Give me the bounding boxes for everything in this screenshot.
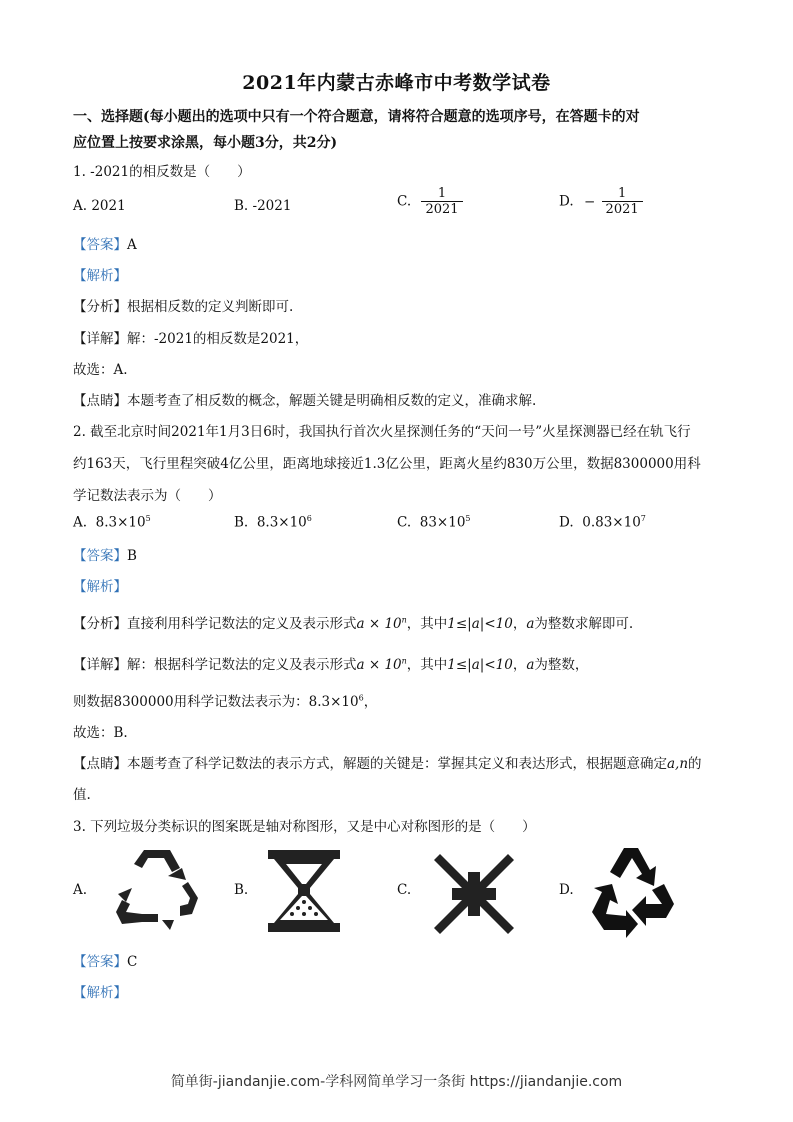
q2-analysis (73, 575, 127, 595)
fenxi-text: 根据相反数的定义判断即可. (127, 299, 294, 315)
section-heading-line2: 应位置上按要求涂黑，每小题3分，共2分) (73, 135, 338, 151)
formula: a × 10 (356, 657, 402, 673)
fenxi-tag: 【分析】 (73, 299, 127, 315)
result-base: 8.3×10 (308, 694, 359, 710)
option-base: 8.3×10 (95, 514, 146, 531)
option-label: C. (397, 514, 412, 531)
q1-option-d (559, 186, 643, 217)
variable: a (526, 657, 535, 673)
option-exponent: 6 (306, 514, 312, 523)
q1-answer (73, 233, 137, 253)
q1-option-a: A. 2021 (73, 198, 126, 214)
answer-value: A (127, 237, 137, 253)
option-exponent: 5 (145, 514, 151, 523)
q2-option-a (73, 514, 151, 531)
recycle-triangle-arrows-icon (108, 846, 204, 934)
dianjing-tag: 【点睛】 (73, 393, 127, 409)
q3-option-c-label: C. (397, 882, 412, 898)
q1-option-d-fraction (602, 186, 643, 217)
analysis-tag: 【解析】 (73, 579, 127, 595)
variables: a,n (667, 756, 689, 772)
analysis-tag: 【解析】 (73, 985, 127, 1001)
q1-stem: 1. -2021的相反数是（ ） (73, 164, 251, 180)
xiangjie-tag: 【详解】 (73, 331, 127, 347)
q2-answer (73, 544, 137, 564)
dianjing-text: 本题考查了相反数的概念，解题关键是明确相反数的定义，准确求解. (127, 393, 537, 409)
formula-exponent: n (401, 615, 407, 625)
q3-option-d-label: D. (559, 882, 574, 898)
xiangjie-text: 为整数， (534, 657, 589, 673)
q2-fenxi (73, 612, 633, 632)
option-exponent: 7 (640, 514, 646, 523)
q2-stem-line1: 2. 截至北京时间2021年1月3日6时，我国执行首次火星探测任务的“天问一号”火星探测器已经在轨飞行 (73, 424, 691, 440)
q1-guxuan: 故选：A. (73, 362, 128, 378)
dianjing-text: 的 (688, 756, 702, 772)
answer-tag: 【答案】 (73, 548, 127, 564)
result-text: ， (363, 694, 378, 710)
option-label: D. (559, 514, 574, 531)
answer-tag: 【答案】 (73, 954, 127, 970)
variable: a (526, 616, 535, 632)
q1-option-b: B. -2021 (234, 198, 292, 214)
q1-option-c-label: C. (397, 193, 412, 210)
option-exponent: 5 (465, 514, 471, 523)
analysis-tag: 【解析】 (73, 268, 127, 284)
minus-sign: − (583, 193, 596, 210)
xiangjie-text: 解：-2021的相反数是2021， (127, 331, 309, 347)
q3-answer (73, 950, 137, 970)
answer-value: B (127, 548, 137, 564)
fenxi-text: ，其中 (406, 616, 448, 632)
q2-guxuan: 故选：B. (73, 725, 128, 741)
q1-analysis (73, 264, 127, 284)
q3-option-b-label: B. (234, 882, 249, 898)
q2-xiangjie (73, 653, 588, 673)
xiangjie-text: ， (512, 657, 527, 673)
recycle-triangle-bold-icon (590, 846, 676, 940)
q2-dianjing (73, 752, 702, 772)
page-title: 2021年内蒙古赤峰市中考数学试卷 (242, 72, 551, 94)
q2-option-b (234, 514, 312, 531)
result-exponent: 6 (358, 693, 364, 703)
section-heading-line1: 一、选择题(每小题出的选项中只有一个符合题意，请将符合题意的选项序号，在答题卡的对 (73, 109, 640, 125)
xiangjie-text: 解：根据科学记数法的定义及表示形式 (127, 657, 357, 673)
option-label: B. (234, 514, 249, 531)
page-footer: 简单街-jiandanjie.com-学科网简单学习一条街 https://jiandanjie.com (170, 1074, 623, 1090)
fenxi-text: 直接利用科学记数法的定义及表示形式 (127, 616, 357, 632)
q3-analysis (73, 981, 127, 1001)
hourglass-icon (266, 848, 342, 934)
fraction-numerator: 1 (617, 186, 627, 201)
q1-option-c (397, 186, 463, 217)
range-formula: 1≤|a|<10 (447, 657, 513, 673)
xiangjie-text: ，其中 (406, 657, 448, 673)
q1-xiangjie (73, 327, 308, 347)
q3-stem: 3. 下列垃圾分类标识的图案既是轴对称图形，又是中心对称图形的是（ ） (73, 819, 536, 835)
xiangjie-tag: 【详解】 (73, 657, 127, 673)
fenxi-text: 为整数求解即可. (534, 616, 634, 632)
q1-dianjing (73, 389, 536, 409)
fenxi-text: ， (512, 616, 527, 632)
q1-option-c-fraction (421, 186, 462, 217)
dianjing-text: 本题考查了科学记数法的表示方式，解题的关键是：掌握其定义和表达形式，根据题意确定 (127, 756, 667, 772)
q2-stem-line3: 学记数法表示为（ ） (73, 488, 222, 504)
q2-option-d (559, 514, 646, 531)
answer-tag: 【答案】 (73, 237, 127, 253)
range-formula: 1≤|a|<10 (447, 616, 513, 632)
result-text: 则数据8300000用科学记数法表示为： (73, 694, 309, 710)
q2-result (73, 690, 377, 710)
q1-fenxi (73, 295, 293, 315)
formula: a × 10 (356, 616, 402, 632)
fraction-denominator: 2021 (425, 202, 459, 217)
q2-option-c (397, 514, 471, 531)
q2-dianjing-line2: 值. (73, 787, 91, 803)
fraction-denominator: 2021 (605, 202, 639, 217)
fenxi-tag: 【分析】 (73, 616, 127, 632)
dianjing-tag: 【点睛】 (73, 756, 127, 772)
answer-value: C (127, 954, 138, 970)
q2-stem-line2: 约163天，飞行里程突破4亿公里，距离地球接近1.3亿公里，距离火星约830万公里，数据8300000用科 (73, 456, 701, 472)
option-base: 8.3×10 (256, 514, 307, 531)
fraction-numerator: 1 (437, 186, 447, 201)
q1-option-d-label: D. (559, 193, 574, 210)
formula-exponent: n (401, 656, 407, 666)
option-base: 0.83×10 (582, 514, 641, 531)
option-base: 83×10 (419, 514, 466, 531)
q3-option-a-label: A. (73, 882, 88, 898)
four-arrows-inward-icon (432, 852, 516, 936)
option-label: A. (73, 514, 88, 531)
